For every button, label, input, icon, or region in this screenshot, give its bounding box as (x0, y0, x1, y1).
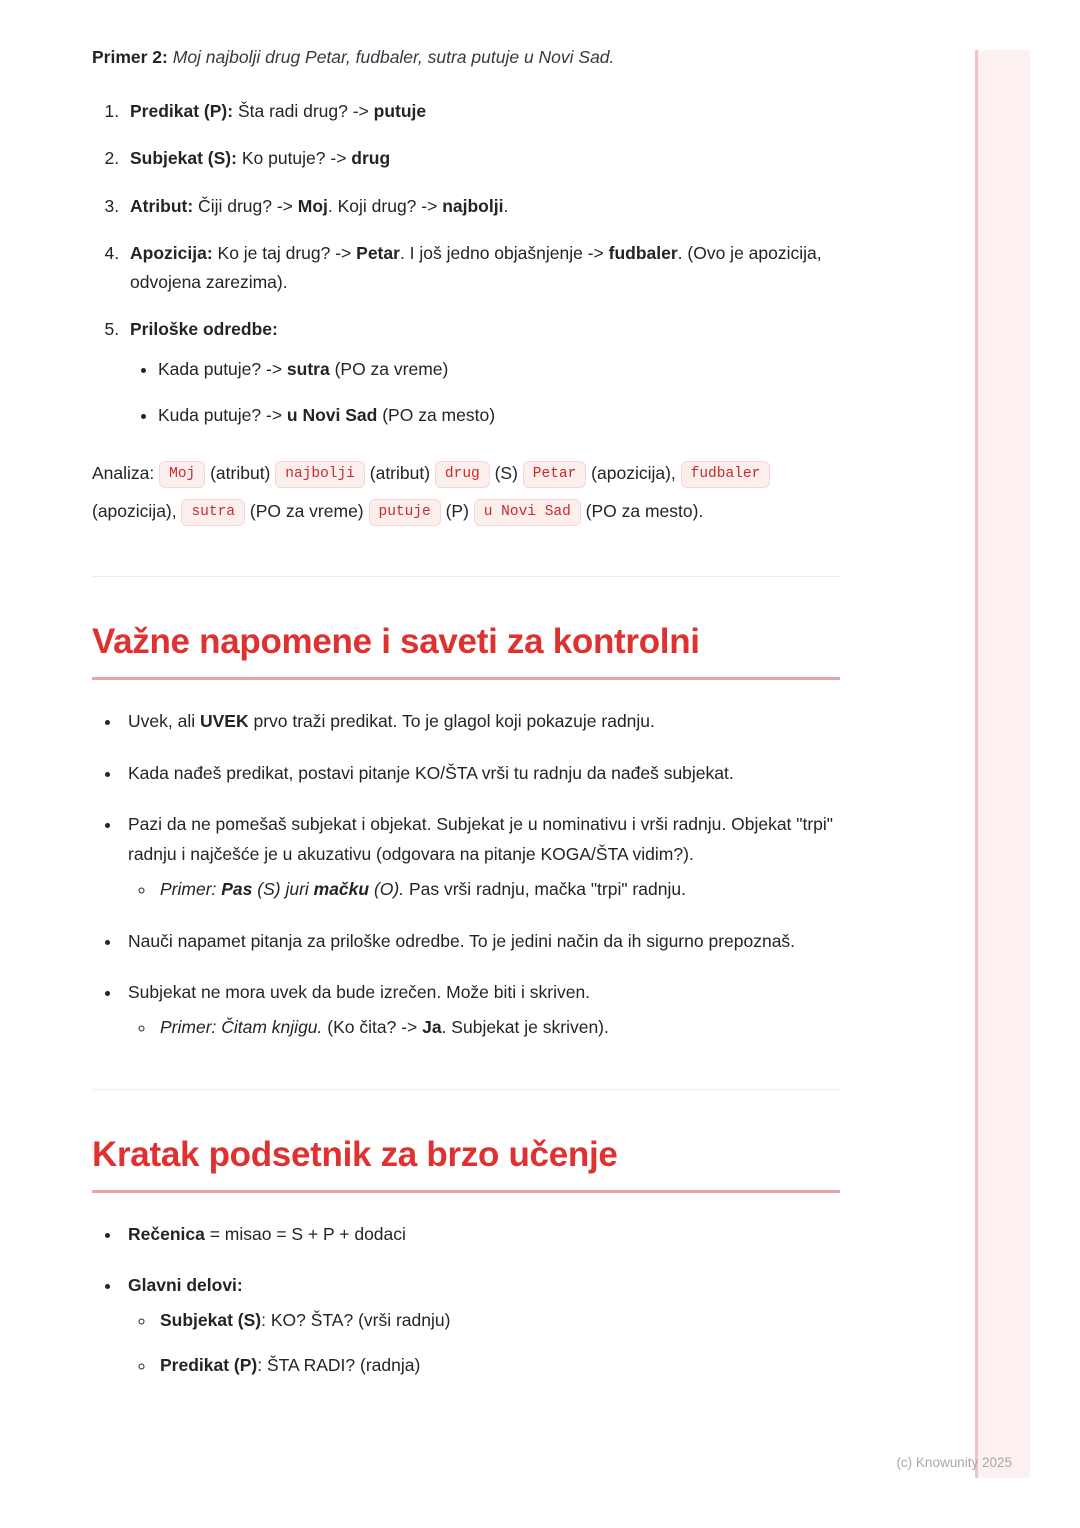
item-text-2: . I još jedno objašnjenje -> (399, 243, 609, 264)
item-text: Čiji drug? -> (193, 195, 298, 216)
item-text-2: . Koji drug? -> (327, 195, 443, 216)
tip-text: Kada nađeš predikat, postavi pitanje KO/ŠTA vrši tu radnju da nađeš subjekat. (128, 762, 734, 783)
list-item (156, 1306, 840, 1336)
example-explanation: (Ko čita? -> (322, 1016, 423, 1037)
example-middle: (S) juri (252, 878, 314, 899)
tip-emphasis: UVEK (199, 711, 249, 732)
adverbial-sublist (130, 355, 840, 429)
item-term: Predikat (P): (130, 101, 234, 122)
token-chip: najbolji (275, 461, 365, 488)
recap-term: Glavni delovi: (128, 1274, 243, 1295)
item-text-3: . (Ovo je apozicija, odvojena zarezima). (130, 243, 822, 292)
example-italic (160, 879, 404, 899)
adverbial-answer: sutra (286, 359, 330, 380)
example-suffix: (O). (369, 878, 405, 899)
item-text: Ko putuje? -> (236, 148, 352, 169)
list-item (156, 1351, 840, 1381)
item-text-3: . (503, 195, 509, 216)
item-answer-2: fudbaler (608, 243, 678, 264)
example-hidden-subject: Ja (422, 1016, 442, 1037)
list-item (122, 977, 840, 1043)
token-role: (apozicija), (92, 500, 182, 521)
token-role: (PO za mesto). (580, 500, 704, 521)
token-role: (atribut) (364, 463, 435, 484)
recap-sub-term: Subjekat (S) (160, 1309, 262, 1330)
token-role: (P) (440, 500, 474, 521)
token-chip: Petar (523, 461, 587, 488)
item-text: Šta radi drug? -> (233, 101, 374, 122)
adverbial-question: Kuda putuje? -> (158, 405, 287, 426)
recap-sub-text: : KO? ŠTA? (vrši radnju) (261, 1309, 451, 1330)
item-answer: putuje (373, 101, 427, 122)
token-role: (S) (489, 463, 523, 484)
list-item (122, 809, 840, 905)
example-italic: Primer: Čitam knjigu. (160, 1016, 323, 1037)
token-role: (atribut) (205, 463, 276, 484)
heading-underline (92, 677, 840, 680)
item-term: Subjekat (S): (130, 148, 237, 169)
tip-text: Nauči napamet pitanja za priloške odredbe. To je jedini način da ih sigurno prepoznaš. (128, 930, 796, 951)
item-answer-2: najbolji (442, 195, 504, 216)
tip-text: Subjekat ne mora uvek da bude izrečen. Može biti i skriven. (128, 981, 591, 1002)
token-chip: fudbaler (681, 461, 771, 488)
token-role: (PO za vreme) (245, 500, 369, 521)
tips-list (92, 706, 840, 1042)
token-role: (apozicija), (586, 463, 681, 484)
item-text: Ko je taj drug? -> (212, 243, 357, 264)
list-item (122, 706, 840, 736)
example-label: Primer 2: (92, 47, 168, 67)
example-breakdown-list (92, 97, 840, 429)
adverbial-answer: u Novi Sad (286, 405, 378, 426)
item-term: Apozicija: (130, 243, 213, 264)
list-item (158, 355, 840, 383)
token-chip: sutra (181, 499, 245, 526)
example-lead (92, 44, 840, 71)
list-item (122, 926, 840, 956)
recap-term: Rečenica (128, 1223, 205, 1244)
list-item (124, 239, 840, 296)
list-item (124, 144, 840, 172)
section-divider (92, 576, 840, 577)
recap-sub-text: : ŠTA RADI? (radnja) (257, 1355, 421, 1376)
item-term: Atribut: (130, 195, 194, 216)
item-answer: drug (351, 148, 391, 169)
tip-example-sublist (128, 875, 840, 905)
list-item (122, 758, 840, 788)
section-divider (92, 1089, 840, 1090)
example-object: mačku (313, 878, 370, 899)
token-chip: putuje (369, 499, 441, 526)
copyright-watermark: (c) Knowunity 2025 (896, 1455, 1012, 1470)
item-answer: Petar (356, 243, 400, 264)
analysis-summary (92, 455, 840, 530)
list-item (124, 315, 840, 429)
list-item (122, 1219, 840, 1249)
list-item (156, 875, 840, 905)
list-item (158, 401, 840, 429)
token-chip: Moj (159, 461, 205, 488)
list-item (124, 97, 840, 125)
section-heading-tips: Važne napomene i saveti za kontrolni (92, 622, 700, 662)
list-item (156, 1013, 840, 1043)
example-subject: Pas (221, 878, 253, 899)
token-chip: drug (435, 461, 490, 488)
example-prefix: Primer: (160, 878, 222, 899)
recap-list (92, 1219, 840, 1382)
recap-sub-term: Predikat (P) (160, 1355, 258, 1376)
example-explanation: Pas vrši radnju, mačka "trpi" radnju. (404, 878, 686, 899)
tip-text: Uvek, ali (128, 711, 200, 732)
item-term: Priloške odredbe: (130, 318, 278, 339)
section-heading-recap: Kratak podsetnik za brzo učenje (92, 1134, 618, 1174)
heading-underline (92, 1190, 840, 1193)
token-chip: u Novi Sad (474, 499, 581, 526)
recap-sublist (128, 1306, 840, 1382)
analysis-label: Analiza: (92, 463, 160, 484)
item-answer: Moj (297, 195, 328, 216)
tip-text: Pazi da ne pomešaš subjekat i objekat. Subjekat je u nominativu i vrši radnju. Objekat "trpi" radnju i najčešće je u akuzativu (odgovara na pitanje KOGA/ŠTA vidim?). (128, 813, 834, 864)
recap-text: = misao = S + P + dodaci (204, 1223, 406, 1244)
adverbial-question: Kada putuje? -> (158, 359, 287, 380)
adverbial-note: (PO za mesto) (377, 405, 496, 426)
adverbial-note: (PO za vreme) (329, 359, 449, 380)
list-item (124, 192, 840, 220)
tip-example-sublist (128, 1013, 840, 1043)
example-explanation-tail: . Subjekat je skriven). (441, 1016, 609, 1037)
list-item (122, 1270, 840, 1382)
example-sentence: Moj najbolji drug Petar, fudbaler, sutra putuje u Novi Sad. (172, 47, 615, 67)
tip-text-2: prvo traži predikat. To je glagol koji pokazuje radnju. (248, 711, 655, 732)
